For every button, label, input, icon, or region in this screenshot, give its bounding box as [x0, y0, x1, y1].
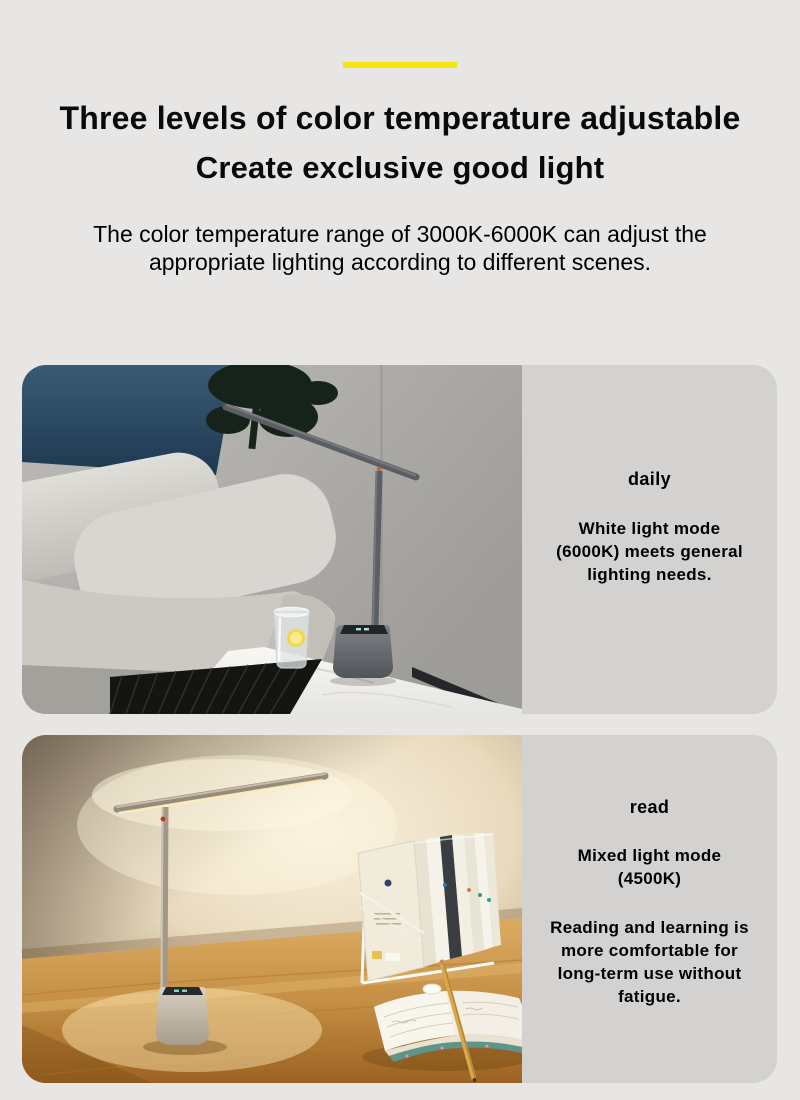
read-scene-photo	[22, 735, 522, 1083]
read-benefit-line-3: long-term use without	[557, 964, 742, 983]
read-benefit-line-1: Reading and learning is	[550, 918, 749, 937]
description-line1: The color temperature range of 3000K-6000K can adjust the	[93, 221, 707, 247]
daily-photo	[22, 365, 522, 714]
daily-line-3: lighting needs.	[587, 565, 712, 584]
water-glass	[274, 608, 309, 669]
read-mode-line-2: (4500K)	[617, 869, 682, 888]
read-benefit-line-4: fatigue.	[618, 987, 681, 1006]
page-description	[0, 220, 800, 276]
accent-bar	[343, 62, 457, 68]
read-mode-line-1: Mixed light mode	[577, 846, 722, 865]
card-read	[22, 735, 777, 1083]
daily-text-panel	[522, 365, 777, 714]
read-paragraph-mode	[522, 844, 777, 890]
daily-paragraph	[522, 517, 777, 586]
daily-label: daily	[627, 469, 672, 489]
read-text-panel	[522, 735, 777, 1083]
daily-line-1: White light mode	[578, 519, 721, 538]
page-title-line1: Three levels of color temperature adjustable	[59, 100, 741, 136]
card-daily	[22, 365, 777, 714]
description-line2: appropriate lighting according to different scenes.	[148, 249, 652, 275]
window-view	[22, 365, 236, 475]
read-paragraph-benefit	[522, 916, 777, 1008]
daily-scene-photo	[22, 365, 522, 714]
daily-line-2: (6000K) meets general	[556, 542, 743, 561]
read-benefit-line-2: more comfortable for	[561, 941, 738, 960]
read-photo	[22, 735, 522, 1083]
read-label: read	[629, 797, 670, 817]
page-title-line2: Create exclusive good light	[195, 150, 605, 185]
